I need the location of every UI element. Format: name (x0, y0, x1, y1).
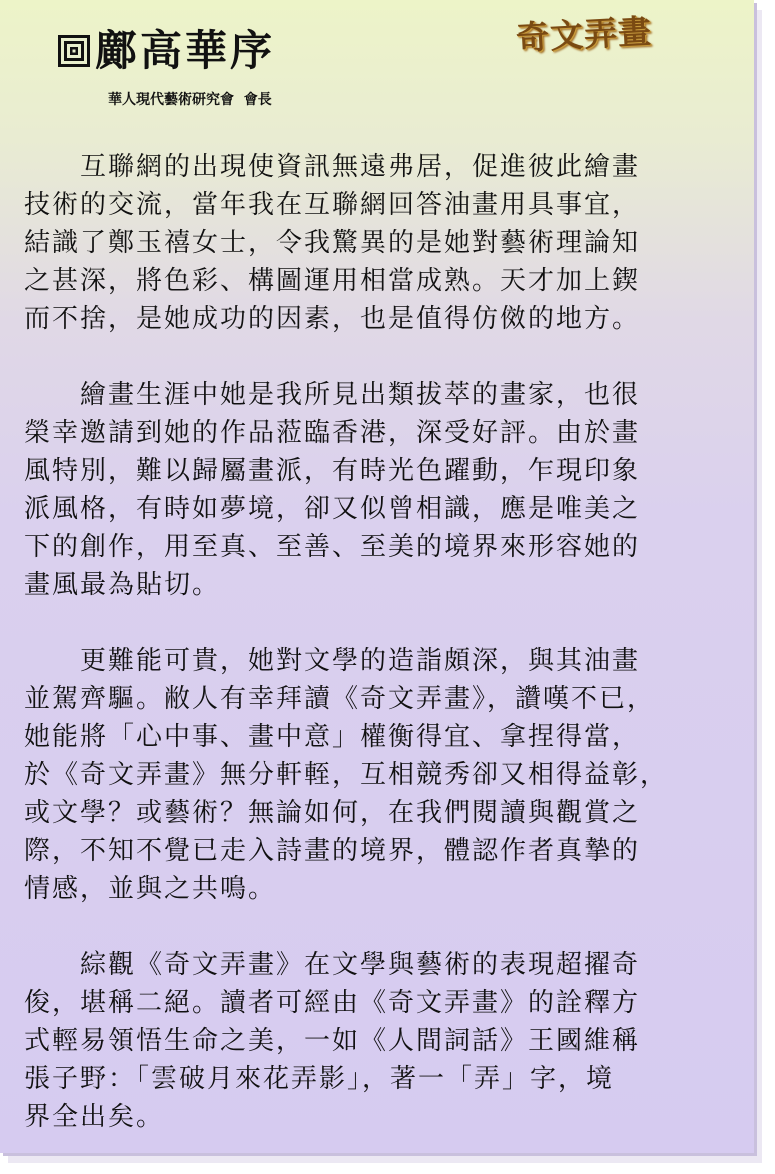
text-line: 之甚深，將色彩、構圖運用相當成熟。天才加上鍥 (24, 266, 641, 296)
spiral-square-icon (57, 34, 91, 68)
header-title-block (57, 26, 276, 75)
text-line: 而不捨，是她成功的因素，也是值得仿傚的地方。 (24, 304, 641, 334)
text-line: 風特別，難以歸屬畫派，有時光色躍動，乍現印象 (24, 456, 641, 486)
text-line: 並駕齊驅。敝人有幸拜讀《奇文弄畫》，讚嘆不已， (24, 684, 656, 714)
text-line: 式輕易領悟生命之美，一如《人間詞話》王國維稱 (24, 1026, 641, 1056)
text-line: 或文學？或藝術？無論如何，在我們閱讀與觀賞之 (24, 798, 641, 828)
text-line: 派風格，有時如夢境，卻又似曾相識，應是唯美之 (24, 494, 641, 524)
paragraph (24, 148, 754, 338)
text-line: 情感，並與之共鳴。 (24, 874, 277, 904)
text-line: 綜觀《奇文弄畫》在文學與藝術的表現超擢奇 (24, 950, 641, 980)
author-subtitle: 華人現代藝術研究會 會長 (108, 92, 272, 108)
text-line: 下的創作，用至真、至善、至美的境界來形容她的 (24, 532, 641, 562)
text-line: 她能將「心中事、畫中意」權衡得宜、拿捏得當， (24, 722, 641, 752)
text-line: 更難能可貴，她對文學的造詣頗深，與其油畫 (24, 646, 641, 676)
text-line: 結識了鄭玉禧女士，令我驚異的是她對藝術理論知 (24, 228, 641, 258)
text-line: 俊，堪稱二絕。讀者可經由《奇文弄畫》的詮釋方 (24, 988, 641, 1018)
text-line: 榮幸邀請到她的作品蒞臨香港，深受好評。由於畫 (24, 418, 641, 448)
text-line: 畫風最為貼切。 (24, 570, 221, 600)
text-line: 張子野：「雲破月來花弄影」，著一「弄」字，境 (24, 1064, 615, 1094)
paragraph (24, 376, 754, 604)
page-title: 鄺高華序 (95, 26, 276, 75)
paragraph (24, 946, 754, 1136)
text-line: 繪畫生涯中她是我所見出類拔萃的畫家，也很 (24, 380, 641, 410)
text-line: 於《奇文弄畫》無分軒輊，互相競秀卻又相得益彰， (24, 760, 669, 790)
text-line: 際，不知不覺已走入詩畫的境界，體認作者真摯的 (24, 836, 641, 866)
text-line: 互聯網的出現使資訊無遠弗居，促進彼此繪畫 (24, 152, 641, 182)
text-line: 技術的交流，當年我在互聯網回答油畫用具事宜， (24, 190, 641, 220)
brand-logo: 奇文弄畫 (515, 11, 653, 58)
preface-body (24, 148, 754, 1174)
paragraph (24, 642, 754, 908)
text-line: 界全出矣。 (24, 1102, 165, 1132)
